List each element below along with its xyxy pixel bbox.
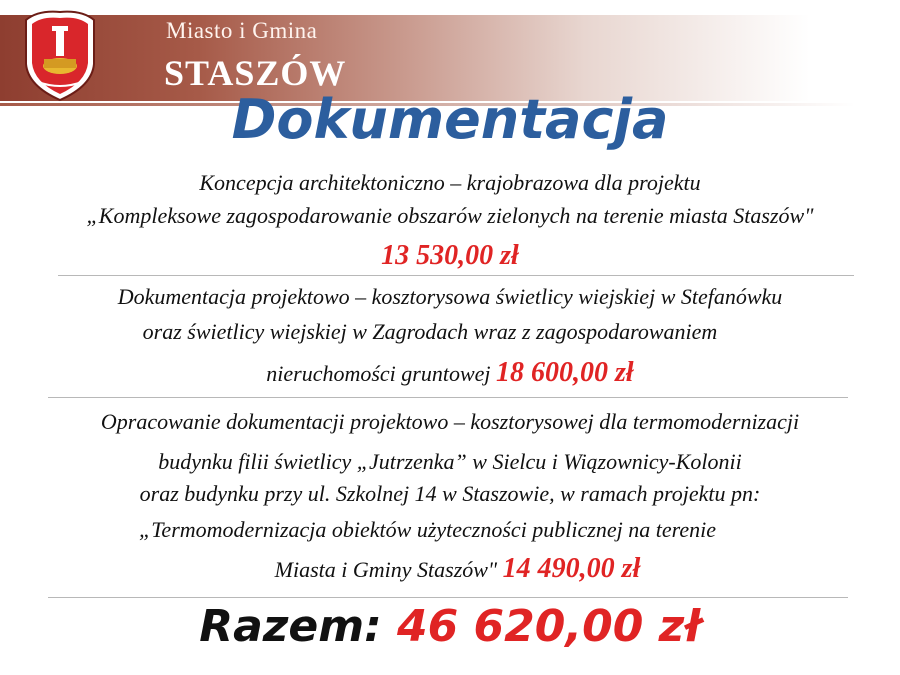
total-value: 46 620,00 zł xyxy=(397,601,701,652)
item3-line3: oraz budynku przy ul. Szkolnej 14 w Staszowie, w ramach projektu pn: xyxy=(139,481,761,506)
separator-2 xyxy=(48,397,848,398)
item2-line2: oraz świetlicy wiejskiej w Zagrodach wraz z zagospodarowaniem xyxy=(142,319,718,344)
header-town-subtitle: Miasto i Gmina xyxy=(166,18,318,43)
item2-line1: Dokumentacja projektowo – kosztorysowa świetlicy wiejskiej w Stefanówku xyxy=(117,284,783,309)
item1-amount: 13 530,00 zł xyxy=(381,240,519,271)
header-town-name: STASZÓW xyxy=(164,53,347,93)
separator-1 xyxy=(58,275,854,276)
item2-line3: nieruchomości gruntowej xyxy=(266,361,491,386)
item2-amount-row xyxy=(0,357,900,389)
item3-line5: Miasta i Gminy Staszów" xyxy=(274,557,498,582)
page-title: Dokumentacja xyxy=(231,88,669,151)
item3-line4: „Termomodernizacja obiektów użyteczności publicznej na terenie xyxy=(138,517,717,542)
total-row xyxy=(0,601,900,652)
item1-line1: Koncepcja architektoniczno – krajobrazowa dla projektu xyxy=(199,170,701,195)
item3-amount: 14 490,00 zł xyxy=(502,553,641,584)
item3-line1: Opracowanie dokumentacji projektowo – kosztorysowej dla termomodernizacji xyxy=(100,409,800,434)
item3-line2: budynku filii świetlicy „Jutrzenka” w Sielcu i Wiązownicy-Kolonii xyxy=(158,449,742,474)
item3-amount-row xyxy=(0,553,900,585)
item1-amount-row xyxy=(0,240,900,272)
item2-amount: 18 600,00 zł xyxy=(496,357,634,388)
separator-3 xyxy=(48,597,848,598)
item1-line2: „Kompleksowe zagospodarowanie obszarów zielonych na terenie miasta Staszów" xyxy=(86,203,814,228)
total-label: Razem: xyxy=(199,601,382,652)
